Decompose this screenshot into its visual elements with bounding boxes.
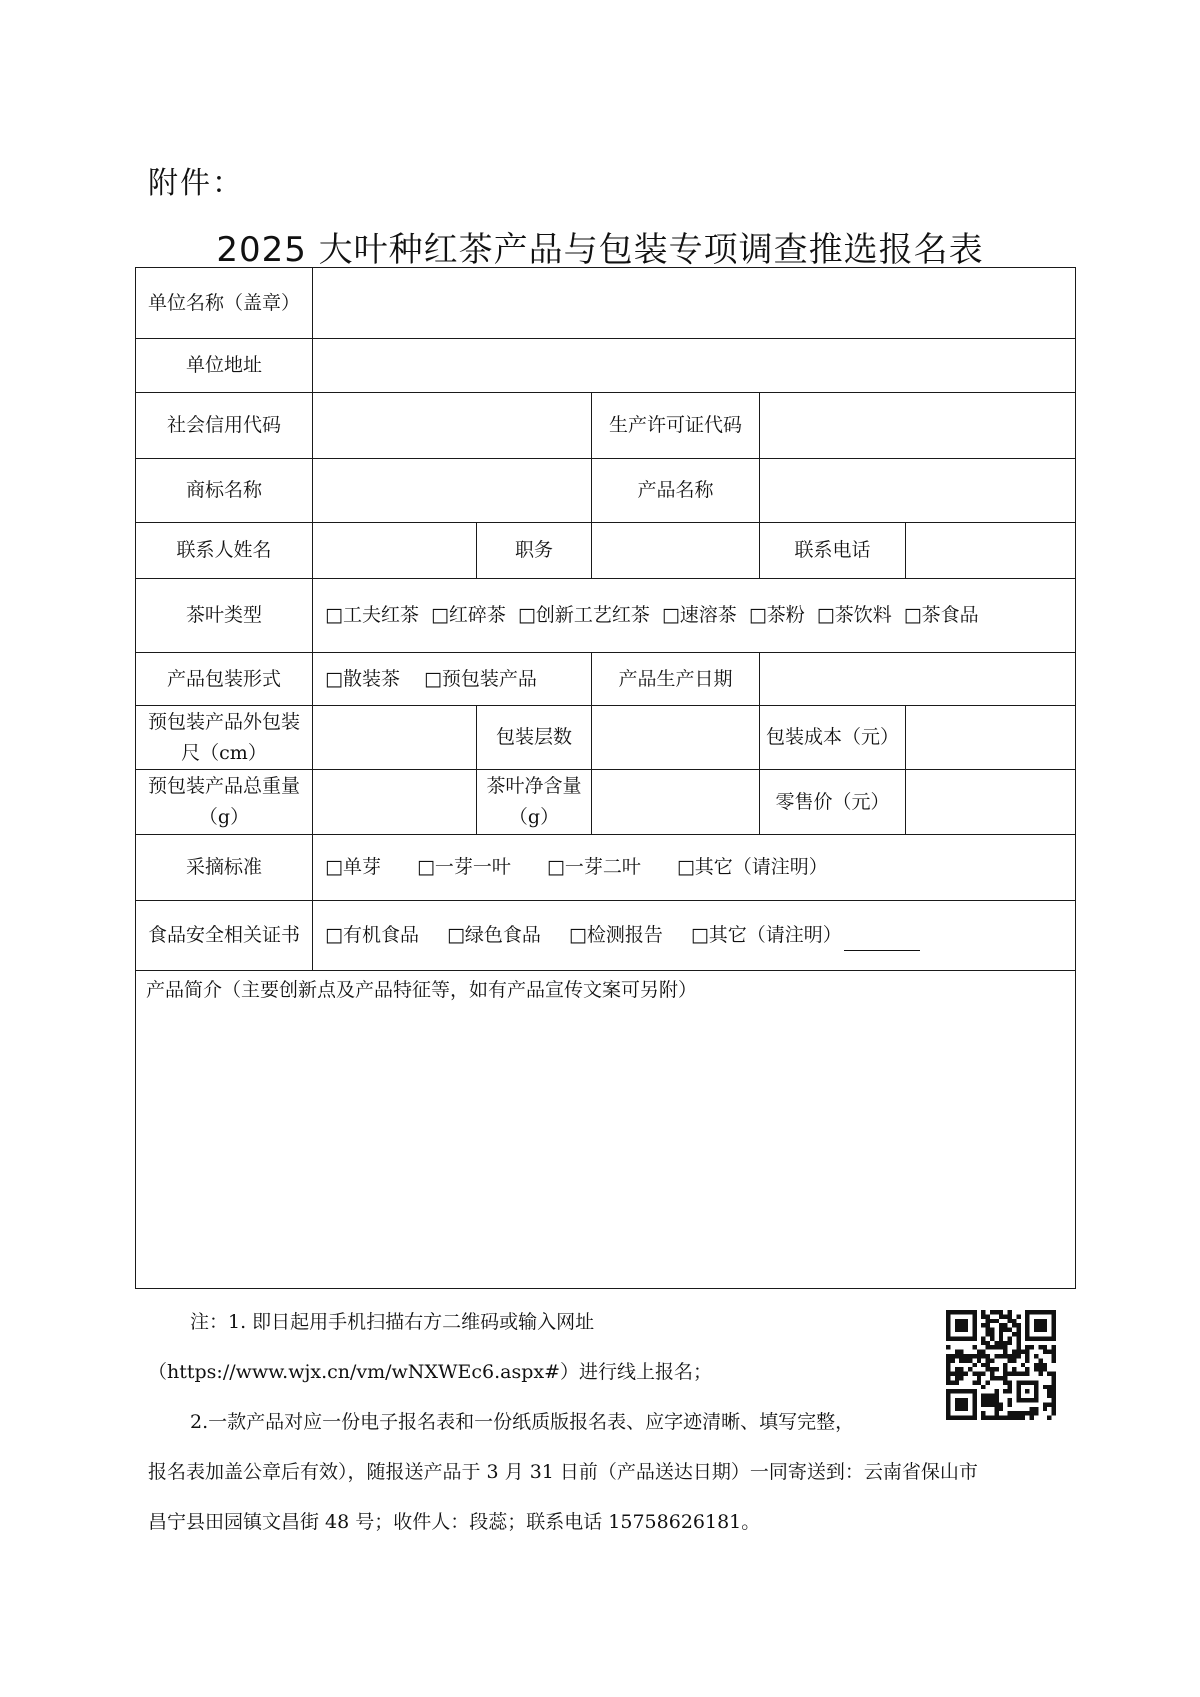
package-layers-label: 包装层数	[477, 706, 592, 770]
picking-option-other[interactable]: □其它（请注明）	[676, 856, 828, 878]
package-form-options	[313, 653, 592, 706]
phone-label: 联系电话	[760, 523, 906, 579]
note-line-5: 昌宁县田园镇文昌街 48 号；收件人：段蕊；联系电话 15758626181。	[148, 1511, 761, 1533]
contact-name-field[interactable]	[313, 523, 477, 579]
retail-price-field[interactable]	[906, 770, 1076, 835]
tea-type-options	[313, 579, 1076, 653]
notes-section	[148, 1297, 1078, 1547]
production-date-label: 产品生产日期	[592, 653, 760, 706]
tea-type-option-innovative[interactable]: □创新工艺红茶	[517, 604, 650, 626]
food-safety-option-organic[interactable]: □有机食品	[325, 924, 419, 946]
tea-type-option-broken[interactable]: □红碎茶	[430, 604, 506, 626]
unit-name-label: 单位名称（盖章）	[136, 268, 313, 339]
license-code-label: 生产许可证代码	[592, 393, 760, 459]
tea-type-option-food[interactable]: □茶食品	[903, 604, 979, 626]
total-weight-field[interactable]	[313, 770, 477, 835]
position-field[interactable]	[592, 523, 760, 579]
credit-code-field[interactable]	[313, 393, 592, 459]
unit-address-label: 单位地址	[136, 339, 313, 393]
product-intro-label: 产品简介（主要创新点及产品特征等，如有产品宣传文案可另附）	[146, 979, 698, 1001]
product-intro-area[interactable]	[136, 971, 1076, 1289]
package-cost-field[interactable]	[906, 706, 1076, 770]
picking-option-one-bud-two-leaves[interactable]: □一芽二叶	[546, 856, 641, 878]
tea-type-option-instant[interactable]: □速溶茶	[661, 604, 737, 626]
tea-type-option-drink[interactable]: □茶饮料	[816, 604, 892, 626]
food-safety-option-other[interactable]: □其它（请注明）	[690, 924, 842, 946]
picking-option-one-bud-one-leaf[interactable]: □一芽一叶	[416, 856, 511, 878]
tea-type-label: 茶叶类型	[136, 579, 313, 653]
food-safety-label: 食品安全相关证书	[136, 901, 313, 971]
page-title: 2025 大叶种红茶产品与包装专项调查推选报名表	[216, 230, 984, 270]
brand-name-field[interactable]	[313, 459, 592, 523]
note-line-3: 2.一款产品对应一份电子报名表和一份纸质版报名表、应字迹清晰、填写完整，	[190, 1411, 855, 1433]
note-line-4: 报名表加盖公章后有效），随报送产品于 3 月 31 日前（产品送达日期）一同寄送到：云南省保山市	[148, 1461, 978, 1483]
qr-code-icon[interactable]	[946, 1310, 1056, 1420]
product-name-field[interactable]	[760, 459, 1076, 523]
position-label: 职务	[477, 523, 592, 579]
food-safety-option-green[interactable]: □绿色食品	[446, 924, 541, 946]
brand-name-label: 商标名称	[136, 459, 313, 523]
production-date-field[interactable]	[760, 653, 1076, 706]
package-option-prepacked[interactable]: □预包装产品	[423, 667, 537, 690]
note-line-1: 注：1. 即日起用手机扫描右方二维码或输入网址	[190, 1311, 595, 1333]
package-size-label: 预包装产品外包装尺（cm）	[136, 706, 313, 770]
food-safety-options	[313, 901, 1076, 971]
package-layers-field[interactable]	[592, 706, 760, 770]
net-weight-label: 茶叶净含量（g）	[477, 770, 592, 835]
attachment-label: 附件：	[148, 166, 244, 201]
note-line-2: （https://www.wjx.cn/vm/wNXWEc6.aspx#）进行线上报名；	[148, 1361, 712, 1383]
unit-name-field[interactable]	[313, 268, 1076, 339]
tea-type-option-powder[interactable]: □茶粉	[748, 604, 805, 626]
picking-options	[313, 835, 1076, 901]
picking-label: 采摘标准	[136, 835, 313, 901]
total-weight-label: 预包装产品总重量（g）	[136, 770, 313, 835]
phone-field[interactable]	[906, 523, 1076, 579]
retail-price-label: 零售价（元）	[760, 770, 906, 835]
food-safety-other-blank[interactable]	[844, 930, 920, 951]
net-weight-field[interactable]	[592, 770, 760, 835]
registration-form	[135, 267, 1076, 1289]
picking-option-single-bud[interactable]: □单芽	[325, 856, 381, 878]
license-code-field[interactable]	[760, 393, 1076, 459]
package-form-label: 产品包装形式	[136, 653, 313, 706]
contact-name-label: 联系人姓名	[136, 523, 313, 579]
package-option-bulk[interactable]: □散装茶	[325, 667, 400, 690]
package-size-field[interactable]	[313, 706, 477, 770]
credit-code-label: 社会信用代码	[136, 393, 313, 459]
product-name-label: 产品名称	[592, 459, 760, 523]
food-safety-option-test-report[interactable]: □检测报告	[568, 924, 663, 946]
unit-address-field[interactable]	[313, 339, 1076, 393]
package-cost-label: 包装成本（元）	[760, 706, 906, 770]
tea-type-option-gongfu[interactable]: □工夫红茶	[325, 604, 419, 626]
